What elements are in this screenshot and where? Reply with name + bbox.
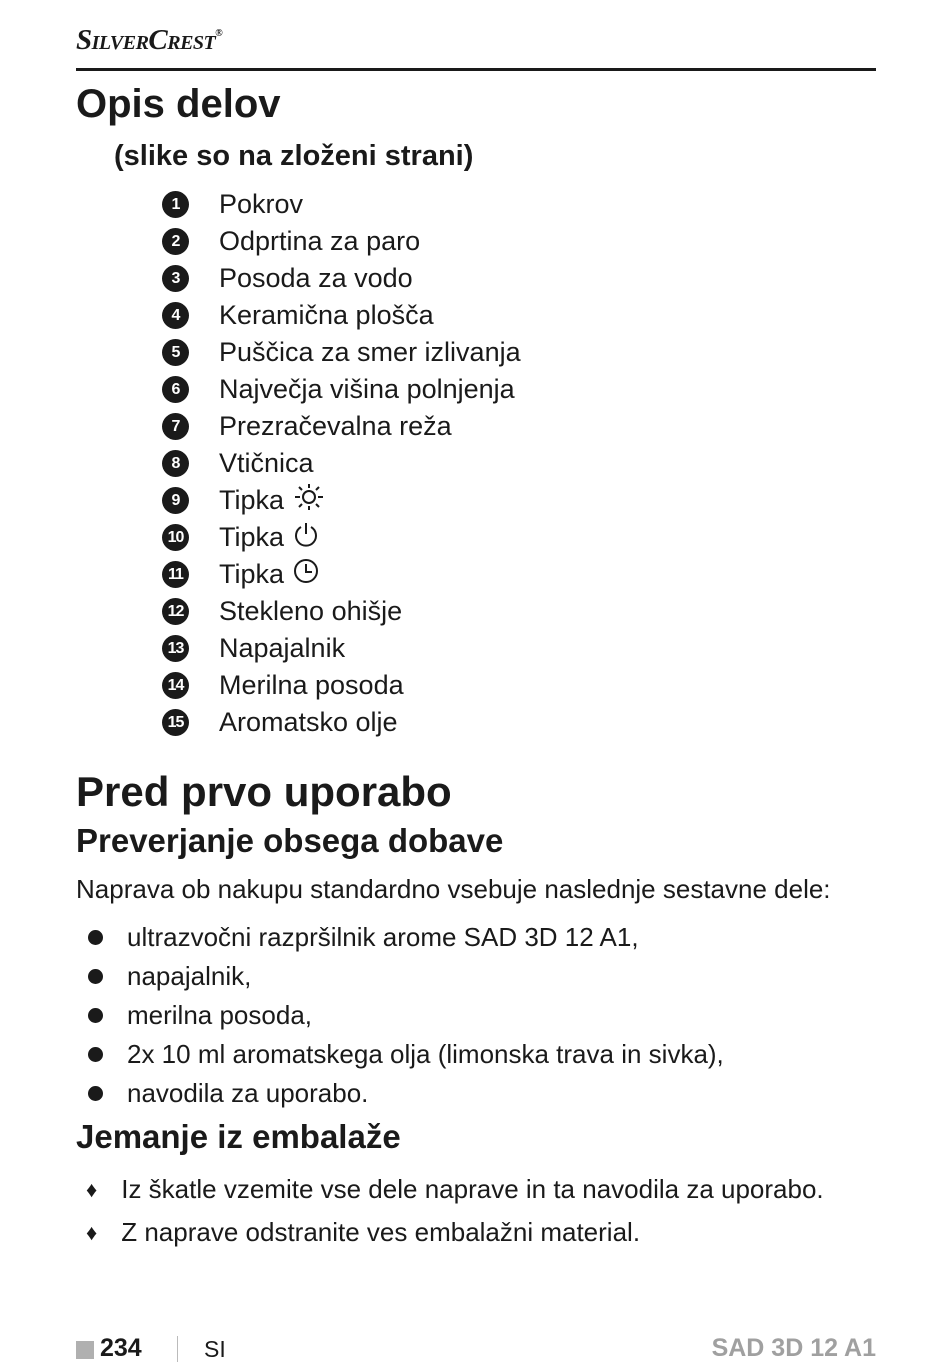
part-item	[162, 482, 521, 519]
brand-logo: SilverCrest®	[76, 24, 223, 56]
before-use-title: Pred prvo uporabo	[76, 768, 452, 815]
parts-title: Opis delov	[76, 82, 281, 126]
part-label: Največja višina polnjenja	[219, 374, 515, 404]
page-number: 234	[100, 1334, 142, 1362]
bullet-icon	[88, 1008, 103, 1023]
step-item: ♦ Iz škatle vzemite vse dele naprave in ta navodila za uporabo.	[86, 1174, 824, 1204]
part-label: Tipka	[219, 559, 285, 589]
part-number-badge: 5	[162, 339, 189, 366]
bullet-icon	[88, 1086, 103, 1101]
part-number-badge: 12	[162, 598, 189, 625]
list-item: navodila za uporabo.	[76, 1074, 724, 1113]
part-number-badge: 7	[162, 413, 189, 440]
scope-intro: Naprava ob nakupu standardno vsebuje naslednje sestavne dele:	[76, 874, 831, 904]
part-number-badge: 15	[162, 709, 189, 736]
parts-list	[162, 186, 521, 741]
part-number-badge: 11	[162, 561, 189, 588]
list-item: ultrazvočni razpršilnik arome SAD 3D 12 A1,	[76, 918, 724, 957]
part-number-badge: 2	[162, 228, 189, 255]
part-item	[162, 445, 521, 482]
part-item	[162, 408, 521, 445]
power-icon	[292, 520, 320, 555]
part-item	[162, 186, 521, 223]
unpack-title: Jemanje iz embalaže	[76, 1118, 401, 1155]
part-label: Tipka	[219, 485, 285, 515]
bullet-icon	[88, 930, 103, 945]
part-number-badge: 9	[162, 487, 189, 514]
part-item	[162, 223, 521, 260]
part-number-badge: 14	[162, 672, 189, 699]
part-label: Stekleno ohišje	[219, 596, 403, 626]
header-rule	[76, 68, 876, 71]
part-item	[162, 704, 521, 741]
part-number-badge: 8	[162, 450, 189, 477]
part-item	[162, 519, 521, 556]
list-item: 2x 10 ml aromatskega olja (limonska trava in sivka),	[76, 1035, 724, 1074]
part-label: Odprtina za paro	[219, 226, 421, 256]
part-number-badge: 4	[162, 302, 189, 329]
part-label: Merilna posoda	[219, 670, 404, 700]
part-item	[162, 556, 521, 593]
bullet-icon	[88, 1047, 103, 1062]
scope-list	[76, 918, 724, 1113]
part-number-badge: 10	[162, 524, 189, 551]
part-number-badge: 6	[162, 376, 189, 403]
part-label: Aromatsko olje	[219, 707, 398, 737]
part-item	[162, 260, 521, 297]
part-item	[162, 667, 521, 704]
part-number-badge: 13	[162, 635, 189, 662]
scope-title: Preverjanje obsega dobave	[76, 822, 504, 859]
part-label: Puščica za smer izlivanja	[219, 337, 521, 367]
part-label: Tipka	[219, 522, 285, 552]
sun-icon	[292, 482, 326, 519]
parts-subtitle: (slike so na zloženi strani)	[114, 140, 474, 172]
page-footer	[76, 1332, 876, 1368]
unpack-steps	[76, 1168, 824, 1254]
diamond-icon: ♦	[86, 1219, 98, 1245]
list-item: merilna posoda,	[76, 996, 724, 1035]
part-label: Vtičnica	[219, 448, 314, 478]
bullet-icon	[88, 969, 103, 984]
part-label: Keramična plošča	[219, 300, 434, 330]
manual-page	[76, 0, 876, 1365]
list-item: napajalnik,	[76, 957, 724, 996]
footer-separator	[177, 1336, 178, 1362]
clock-icon	[292, 557, 320, 592]
part-label: Posoda za vodo	[219, 263, 413, 293]
square-icon	[76, 1341, 94, 1359]
part-label: Napajalnik	[219, 633, 346, 663]
part-item	[162, 334, 521, 371]
part-number-badge: 1	[162, 191, 189, 218]
part-item	[162, 297, 521, 334]
part-item	[162, 630, 521, 667]
part-item	[162, 593, 521, 630]
part-item	[162, 371, 521, 408]
part-label: Prezračevalna reža	[219, 411, 452, 441]
part-label: Pokrov	[219, 189, 304, 219]
diamond-icon: ♦	[86, 1176, 98, 1202]
step-item: ♦ Z naprave odstranite ves embalažni material.	[86, 1217, 641, 1247]
model-name: SAD 3D 12 A1	[711, 1334, 876, 1362]
part-number-badge: 3	[162, 265, 189, 292]
language-code: SI	[204, 1336, 226, 1362]
